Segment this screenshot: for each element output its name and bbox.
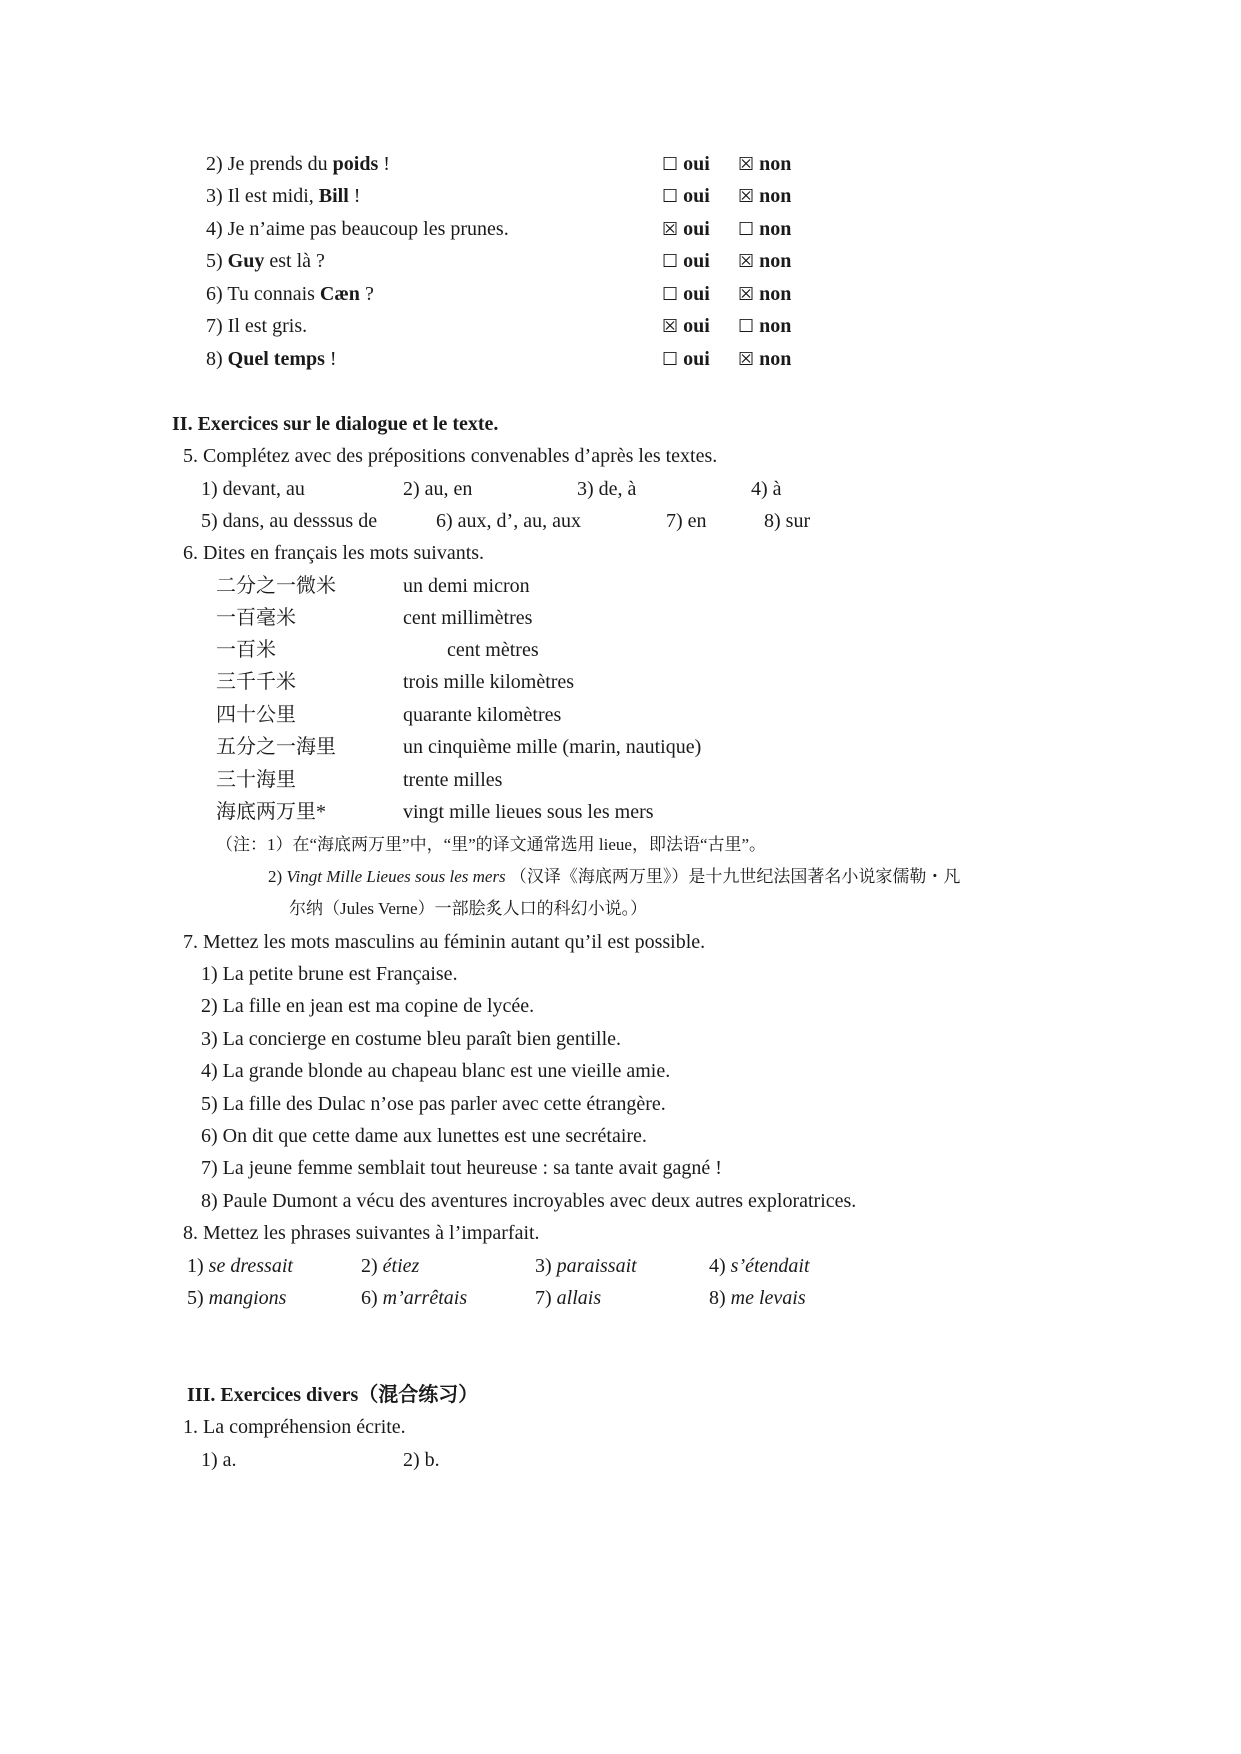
answer-item: 1) a. — [201, 1449, 237, 1471]
french-term: cent mètres — [447, 639, 539, 661]
answer-item: 4) La grande blonde au chapeau blanc est une vieille amie. — [201, 1060, 671, 1082]
checkbox-icon: ☒ — [738, 284, 755, 305]
answer-number: 3) — [535, 1255, 552, 1277]
oui-choice — [662, 249, 710, 274]
answer-number: 4) — [709, 1255, 726, 1277]
non-label: non — [759, 348, 792, 370]
footnote-2 — [268, 865, 960, 889]
french-term: trois mille kilomètres — [403, 671, 575, 693]
non-choice — [738, 217, 791, 242]
answer-item: 8) sur — [764, 510, 811, 532]
footnote-2-continued: 尔纳（Jules Verne）一部脍炙人口的科幻小说。） — [289, 899, 648, 918]
answer-item: 6) On dit que cette dame aux lunettes est une secrétaire. — [201, 1125, 647, 1147]
answer-item — [187, 1254, 293, 1278]
section-heading-part2 — [172, 412, 498, 436]
french-term: quarante kilomètres — [403, 704, 562, 726]
non-label: non — [759, 315, 792, 337]
non-label: non — [759, 283, 792, 305]
item-number: 6) — [206, 283, 223, 305]
item-number: 7) — [206, 315, 223, 337]
answer-item — [709, 1254, 810, 1278]
non-label: non — [759, 218, 792, 240]
oui-choice — [662, 184, 710, 209]
answer-number: 2) — [361, 1255, 378, 1277]
item-bold-text: Bill — [318, 185, 349, 207]
checkbox-icon: ☒ — [738, 154, 755, 175]
checkbox-icon: ☐ — [662, 284, 679, 305]
chinese-term: 一百毫米 — [216, 607, 296, 629]
answer-item: 2) au, en — [403, 478, 473, 500]
item-text: Il est gris. — [227, 315, 308, 337]
chinese-term: 海底两万里* — [216, 801, 326, 823]
exercise-1-title: 1. La compréhension écrite. — [183, 1416, 406, 1438]
heading-text: II. Exercices sur le dialogue et le texte. — [172, 413, 499, 435]
answer-item — [535, 1286, 601, 1310]
oui-label: oui — [683, 315, 710, 337]
french-term: un cinquième mille (marin, nautique) — [403, 736, 702, 758]
answer-item: 1) devant, au — [201, 478, 305, 500]
chinese-term: 四十公里 — [216, 704, 296, 726]
non-choice — [738, 314, 791, 339]
item-number: 8) — [206, 348, 223, 370]
checkbox-icon: ☐ — [738, 219, 755, 240]
non-choice — [738, 184, 791, 209]
answer-item — [361, 1254, 419, 1278]
answer-item — [709, 1286, 806, 1310]
oui-choice — [662, 217, 710, 242]
item-number: 3) — [206, 185, 223, 207]
oui-choice — [662, 152, 710, 177]
answer-item — [187, 1286, 286, 1310]
exercise-6-title: 6. Dites en français les mots suivants. — [183, 542, 485, 564]
french-term: trente milles — [403, 769, 503, 791]
item-bold-text: Quel temps — [227, 348, 325, 370]
answer-number: 1) — [187, 1255, 204, 1277]
non-label: non — [759, 153, 792, 175]
french-term: cent millimètres — [403, 607, 533, 629]
chinese-term: 二分之一微米 — [216, 575, 336, 597]
oui-label: oui — [683, 348, 710, 370]
list-item — [206, 282, 374, 306]
answer-word: m’arrêtais — [382, 1287, 468, 1309]
oui-label: oui — [683, 218, 710, 240]
chinese-term: 一百米 — [216, 639, 276, 661]
list-item — [206, 184, 360, 208]
oui-label: oui — [683, 250, 710, 272]
answer-word: paraissait — [556, 1255, 637, 1277]
answer-number: 6) — [361, 1287, 378, 1309]
answer-word: s’étendait — [730, 1255, 810, 1277]
checkbox-icon: ☒ — [662, 316, 679, 337]
checkbox-icon: ☒ — [738, 186, 755, 207]
answer-number: 5) — [187, 1287, 204, 1309]
french-term: vingt mille lieues sous les mers — [403, 801, 654, 823]
chinese-term: 五分之一海里 — [216, 736, 336, 758]
item-text: Je n’aime pas beaucoup les prunes. — [227, 218, 509, 240]
checkbox-icon: ☐ — [662, 154, 679, 175]
item-number: 5) — [206, 250, 223, 272]
answer-item: 1) La petite brune est Française. — [201, 963, 458, 985]
checkbox-icon: ☒ — [662, 219, 679, 240]
non-label: non — [759, 185, 792, 207]
item-text: Tu connais — [227, 283, 315, 305]
non-choice — [738, 249, 791, 274]
item-bold-text: Guy — [227, 250, 265, 272]
footnote-1: （注：1）在“海底两万里”中，“里”的译文通常选用 lieue，即法语“古里”。 — [216, 835, 767, 854]
item-text-end: est là ? — [264, 250, 325, 272]
answer-word: se dressait — [208, 1255, 293, 1277]
list-item — [206, 314, 307, 338]
exercise-7-title: 7. Mettez les mots masculins au féminin autant qu’il est possible. — [183, 931, 706, 953]
answer-item: 5) dans, au desssus de — [201, 510, 378, 532]
oui-label: oui — [683, 185, 710, 207]
answer-item — [535, 1254, 637, 1278]
list-item — [206, 249, 325, 273]
heading-text: III. Exercices divers（混合练习） — [187, 1384, 479, 1406]
non-choice — [738, 152, 791, 177]
item-number: 2) — [206, 153, 223, 175]
list-item — [206, 347, 337, 371]
answer-item: 3) de, à — [577, 478, 637, 500]
footnote-number: 2) — [268, 867, 283, 886]
answer-item: 3) La concierge en costume bleu paraît bien gentille. — [201, 1028, 622, 1050]
french-term: un demi micron — [403, 575, 530, 597]
answer-item: 5) La fille des Dulac n’ose pas parler avec cette étrangère. — [201, 1093, 666, 1115]
oui-label: oui — [683, 283, 710, 305]
list-item — [206, 152, 390, 176]
list-item — [206, 217, 509, 241]
answer-item: 4) à — [751, 478, 782, 500]
answer-word: allais — [556, 1287, 602, 1309]
item-text-end: ! — [348, 185, 361, 207]
book-title: Vingt Mille Lieues sous les mers — [286, 867, 506, 886]
answer-number: 8) — [709, 1287, 726, 1309]
checkbox-icon: ☐ — [662, 186, 679, 207]
checkbox-icon: ☒ — [738, 349, 755, 370]
item-text-end: ! — [324, 348, 337, 370]
answer-item: 7) La jeune femme semblait tout heureuse : sa tante avait gagné ! — [201, 1157, 722, 1179]
oui-choice — [662, 282, 710, 307]
item-text: Il est midi, — [227, 185, 314, 207]
answer-item: 8) Paule Dumont a vécu des aventures incroyables avec deux autres exploratrices. — [201, 1190, 857, 1212]
chinese-term: 三千千米 — [216, 671, 296, 693]
item-text-end: ! — [378, 153, 390, 175]
exercise-8-title: 8. Mettez les phrases suivantes à l’imparfait. — [183, 1222, 540, 1244]
exercise-5-title: 5. Complétez avec des prépositions convenables d’après les textes. — [183, 445, 718, 467]
oui-label: oui — [683, 153, 710, 175]
footnote-text: （汉译《海底两万里》）是十九世纪法国著名小说家儒勒・凡 — [509, 867, 961, 886]
answer-item: 2) La fille en jean est ma copine de lycée. — [201, 995, 535, 1017]
chinese-term: 三十海里 — [216, 769, 296, 791]
answer-word: étiez — [382, 1255, 420, 1277]
answer-item: 6) aux, d’, au, aux — [436, 510, 581, 532]
checkbox-icon: ☒ — [738, 251, 755, 272]
oui-choice — [662, 314, 710, 339]
item-text-end: ? — [359, 283, 374, 305]
answer-word: mangions — [208, 1287, 287, 1309]
answer-item: 2) b. — [403, 1449, 440, 1471]
answer-item — [361, 1286, 467, 1310]
checkbox-icon: ☐ — [738, 316, 755, 337]
checkbox-icon: ☐ — [662, 349, 679, 370]
answer-item: 7) en — [666, 510, 707, 532]
checkbox-icon: ☐ — [662, 251, 679, 272]
oui-choice — [662, 347, 710, 372]
answer-number: 7) — [535, 1287, 552, 1309]
answer-word: me levais — [730, 1287, 806, 1309]
section-heading-part3 — [187, 1383, 478, 1407]
item-text: Je prends du — [227, 153, 328, 175]
item-number: 4) — [206, 218, 223, 240]
item-bold-text: Cæn — [319, 283, 360, 305]
item-bold-text: poids — [332, 153, 379, 175]
non-choice — [738, 282, 791, 307]
non-choice — [738, 347, 791, 372]
non-label: non — [759, 250, 792, 272]
